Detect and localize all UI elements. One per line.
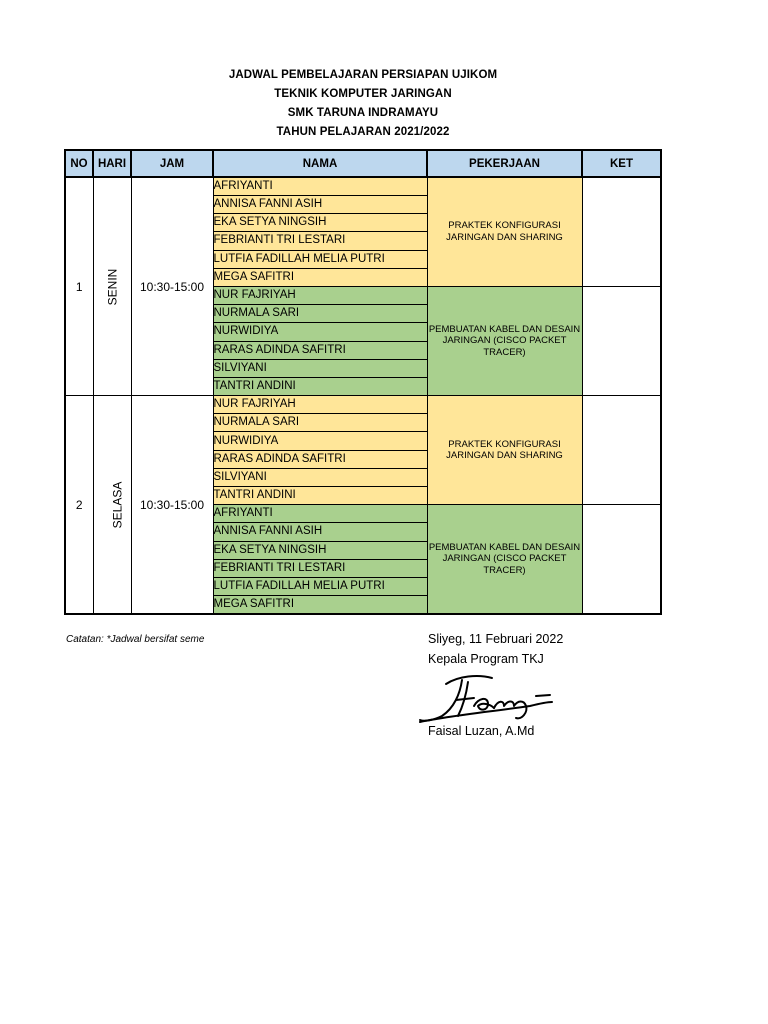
- table-row: [65, 177, 661, 196]
- cell-nama: SILVIYANI: [213, 468, 427, 486]
- cell-nama: LUTFIA FADILLAH MELIA PUTRI: [213, 577, 427, 595]
- signature-place-date: Sliyeg, 11 Februari 2022: [428, 632, 564, 646]
- title-line-2: TEKNIK KOMPUTER JARINGAN: [274, 88, 452, 100]
- cell-nama: TANTRI ANDINI: [213, 377, 427, 395]
- cell-nama: NUR FAJRIYAH: [213, 286, 427, 304]
- title-line-1: JADWAL PEMBELAJARAN PERSIAPAN UJIKOM: [228, 69, 498, 81]
- header-row: [65, 150, 661, 177]
- cell-nama: FEBRIANTI TRI LESTARI: [213, 232, 427, 250]
- cell-nama: ANNISA FANNI ASIH: [213, 523, 427, 541]
- hari-label: SELASA: [109, 481, 124, 528]
- cell-nama: NURMALA SARI: [213, 414, 427, 432]
- cell-ket: [582, 396, 661, 505]
- table-row: [65, 396, 661, 414]
- cell-jam: 10:30-15:00: [131, 396, 213, 615]
- cell-nama: FEBRIANTI TRI LESTARI: [213, 559, 427, 577]
- schedule-body: [65, 177, 661, 614]
- header-pekerjaan: PEKERJAAN: [427, 150, 582, 177]
- cell-nama: EKA SETYA NINGSIH: [213, 214, 427, 232]
- hari-label: SENIN: [105, 268, 119, 305]
- cell-no: 1: [65, 177, 93, 396]
- header-nama: NAMA: [213, 150, 427, 177]
- cell-no: 2: [65, 396, 93, 615]
- cell-nama: ANNISA FANNI ASIH: [213, 196, 427, 214]
- cell-nama: TANTRI ANDINI: [213, 487, 427, 505]
- cell-pekerjaan: PEMBUATAN KABEL DAN DESAIN JARINGAN (CISCO PACKET TRACER): [427, 505, 582, 614]
- note-text: Catatan: *Jadwal bersifat seme: [66, 634, 205, 645]
- cell-nama: MEGA SAFITRI: [213, 596, 427, 615]
- signature-position: Kepala Program TKJ: [428, 652, 544, 666]
- signature-name: Faisal Luzan, A.Md: [428, 724, 535, 738]
- cell-nama: RARAS ADINDA SAFITRI: [213, 341, 427, 359]
- cell-nama: AFRIYANTI: [213, 177, 427, 196]
- handwritten-signature-image: [418, 672, 558, 730]
- schedule-table: [64, 149, 662, 615]
- cell-pekerjaan: PRAKTEK KONFIGURASI JARINGAN DAN SHARING: [427, 396, 582, 505]
- cell-nama: EKA SETYA NINGSIH: [213, 541, 427, 559]
- cell-hari: [93, 177, 131, 396]
- cell-hari: [93, 396, 131, 615]
- cell-nama: AFRIYANTI: [213, 505, 427, 523]
- cell-ket: [582, 505, 661, 614]
- header-no: NO: [65, 150, 93, 177]
- cell-pekerjaan: PEMBUATAN KABEL DAN DESAIN JARINGAN (CISCO PACKET TRACER): [427, 286, 582, 395]
- cell-jam: 10:30-15:00: [131, 177, 213, 396]
- cell-ket: [582, 286, 661, 395]
- cell-nama: RARAS ADINDA SAFITRI: [213, 450, 427, 468]
- cell-ket: [582, 177, 661, 286]
- title-line-3: SMK TARUNA INDRAMAYU: [287, 107, 439, 119]
- cell-nama: LUTFIA FADILLAH MELIA PUTRI: [213, 250, 427, 268]
- header-jam: JAM: [131, 150, 213, 177]
- cell-nama: NURWIDIYA: [213, 432, 427, 450]
- header-ket: KET: [582, 150, 661, 177]
- document-title: [0, 66, 726, 142]
- cell-nama: NURWIDIYA: [213, 323, 427, 341]
- title-line-4: TAHUN PELAJARAN 2021/2022: [276, 126, 450, 138]
- header-hari: HARI: [93, 150, 131, 177]
- cell-nama: NURMALA SARI: [213, 305, 427, 323]
- cell-nama: MEGA SAFITRI: [213, 268, 427, 286]
- cell-nama: SILVIYANI: [213, 359, 427, 377]
- cell-nama: NUR FAJRIYAH: [213, 396, 427, 414]
- cell-pekerjaan: PRAKTEK KONFIGURASI JARINGAN DAN SHARING: [427, 177, 582, 286]
